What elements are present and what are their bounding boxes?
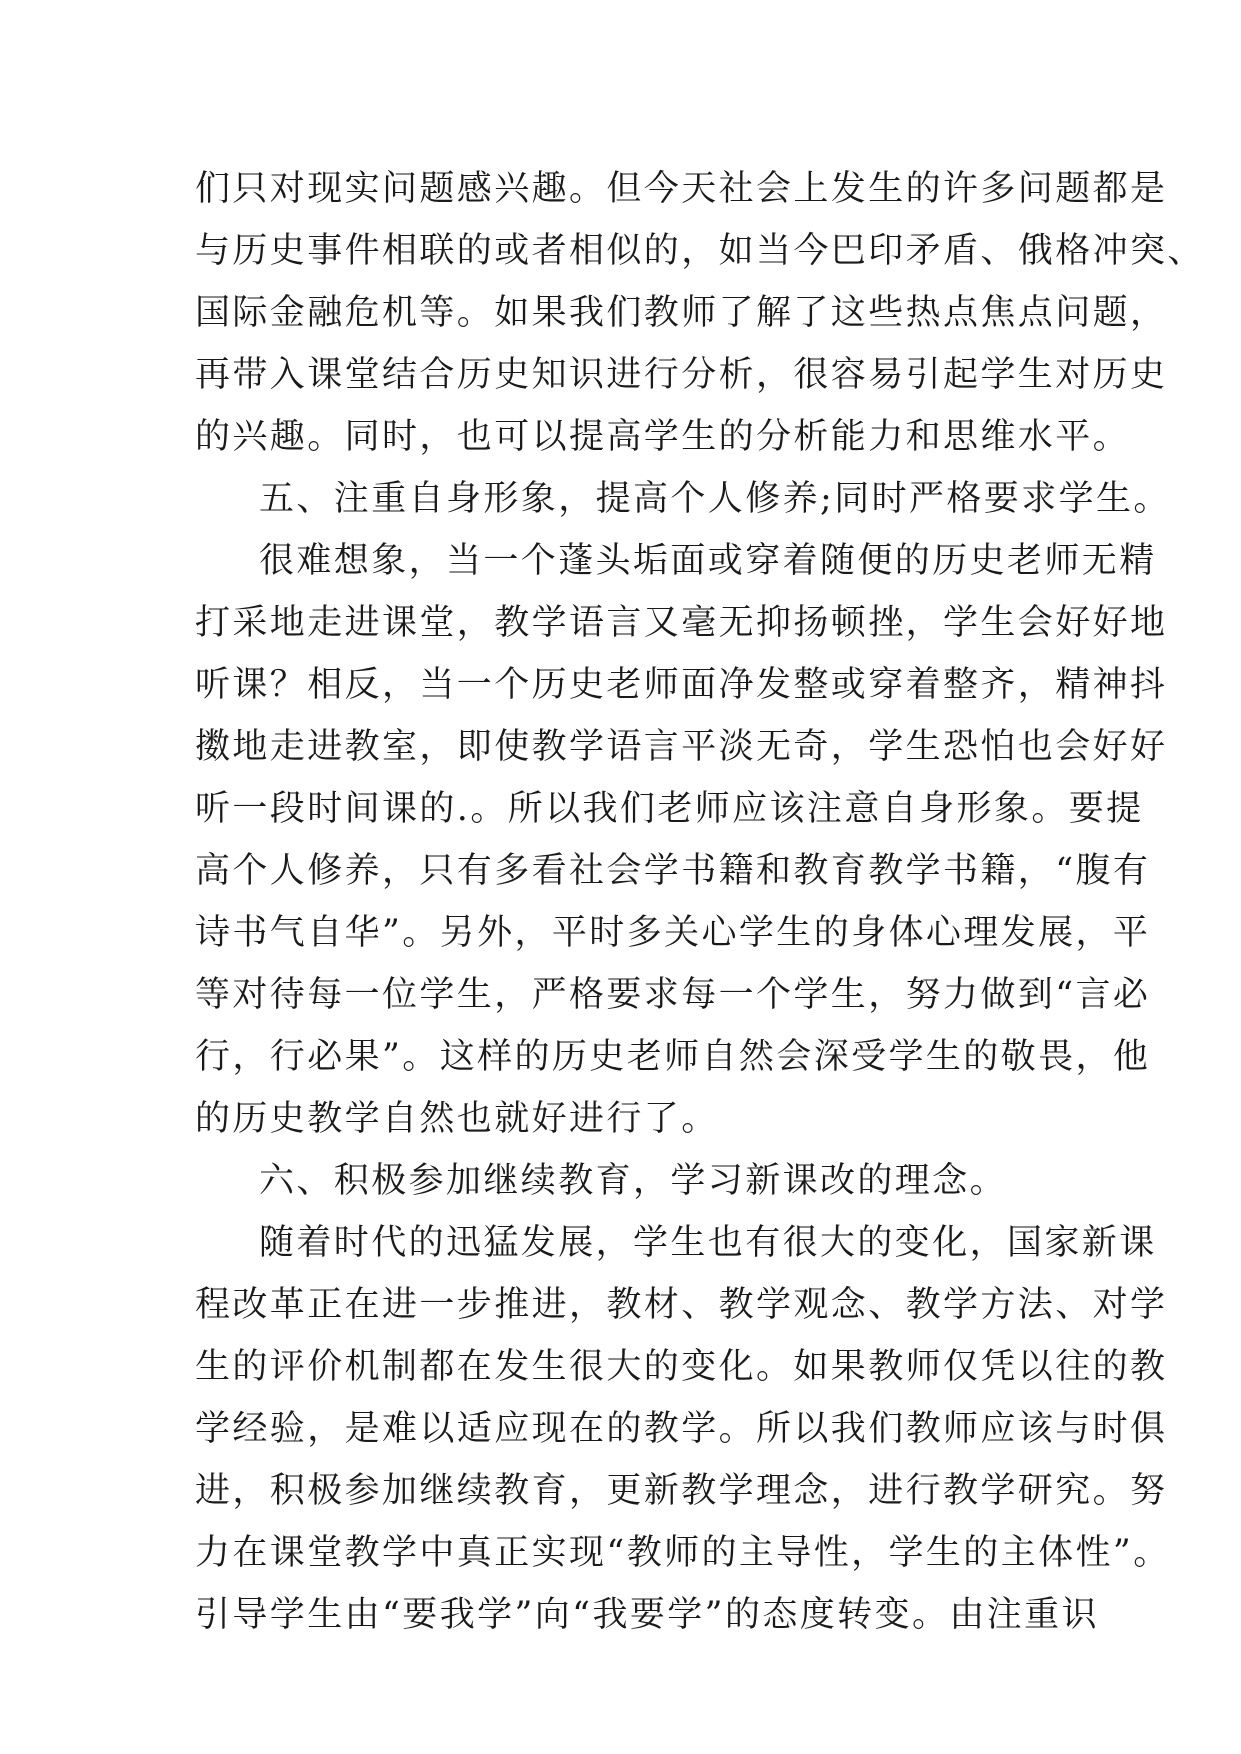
text-line: 听课？相反，当一个历史老师面净发整或穿着整齐，精神抖 <box>195 665 1168 705</box>
text-line: 引导学生由“要我学”向“我要学”的态度转变。由注重识 <box>195 1595 1099 1635</box>
text-line: 等对待每一位学生，严格要求每一个学生，努力做到“言必 <box>195 975 1151 1015</box>
section-heading-6: 六、积极参加继续教育，学习新课改的理念。 <box>259 1161 1008 1201</box>
text-line: 再带入课堂结合历史知识进行分析，很容易引起学生对历史 <box>195 355 1168 395</box>
text-line: 进，积极参加继续教育，更新教学理念，进行教学研究。努 <box>195 1471 1168 1511</box>
text-line: 程改革正在进一步推进，教材、教学观念、教学方法、对学 <box>195 1285 1168 1325</box>
paragraph-start-line: 随着时代的迅猛发展，学生也有很大的变化，国家新课 <box>259 1223 1157 1263</box>
text-line: 的历史教学自然也就好进行了。 <box>195 1099 719 1139</box>
text-line: 高个人修养，只有多看社会学书籍和教育教学书籍，“腹有 <box>195 851 1151 891</box>
text-line: 们只对现实问题感兴趣。但今天社会上发生的许多问题都是 <box>195 169 1168 209</box>
text-line: 国际金融危机等。如果我们教师了解了这些热点焦点问题， <box>195 293 1168 333</box>
paragraph-start-line: 很难想象，当一个蓬头垢面或穿着随便的历史老师无精 <box>259 541 1157 581</box>
document-body <box>195 158 1205 1646</box>
text-line: 力在课堂教学中真正实现“教师的主导性，学生的主体性”。 <box>195 1533 1171 1573</box>
section-heading-5: 五、注重自身形象，提高个人修养;同时严格要求学生。 <box>259 479 1171 519</box>
text-line: 的兴趣。同时，也可以提高学生的分析能力和思维水平。 <box>195 417 1131 457</box>
text-line: 学经验，是难以适应现在的教学。所以我们教师应该与时俱 <box>195 1409 1168 1449</box>
text-line: 与历史事件相联的或者相似的，如当今巴印矛盾、俄格冲突、 <box>195 231 1205 271</box>
text-line: 擞地走进教室，即使教学语言平淡无奇，学生恐怕也会好好 <box>195 727 1168 767</box>
text-line: 听一段时间课的.。所以我们老师应该注意自身形象。要提 <box>195 789 1144 829</box>
text-line: 打采地走进课堂，教学语言又毫无抑扬顿挫，学生会好好地 <box>195 603 1168 643</box>
text-line: 生的评价机制都在发生很大的变化。如果教师仅凭以往的教 <box>195 1347 1168 1387</box>
text-line: 行，行必果”。这样的历史老师自然会深受学生的敬畏，他 <box>195 1037 1151 1077</box>
text-line: 诗书气自华”。另外，平时多关心学生的身体心理发展，平 <box>195 913 1151 953</box>
